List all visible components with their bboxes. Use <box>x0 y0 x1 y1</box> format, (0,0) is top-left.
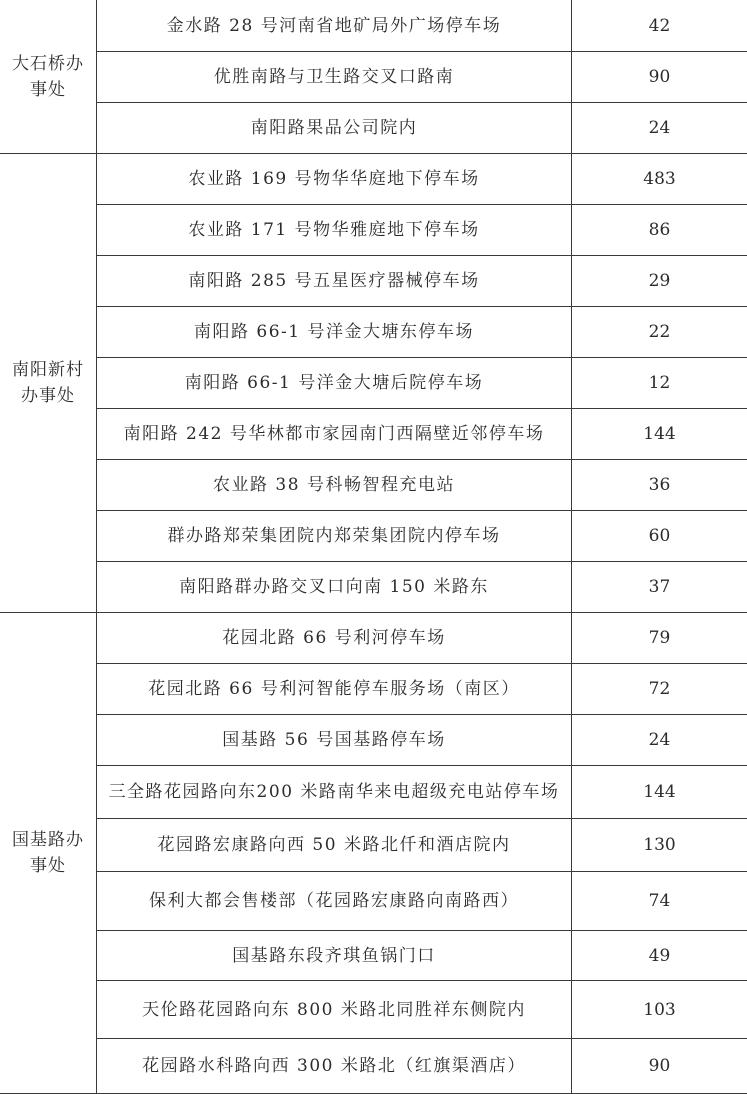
location-cell: 农业路 171 号物华雅庭地下停车场 <box>97 205 572 256</box>
location-cell: 南阳路 285 号五星医疗器械停车场 <box>97 256 572 307</box>
location-cell: 南阳路 242 号华林都市家园南门西隔壁近邻停车场 <box>97 409 572 460</box>
count-cell: 144 <box>572 409 747 460</box>
district-cell: 国基路办事处 <box>0 613 97 1094</box>
table-row <box>0 205 747 256</box>
count-cell: 12 <box>572 358 747 409</box>
location-cell: 南阳路 66-1 号洋金大塘后院停车场 <box>97 358 572 409</box>
table-row <box>0 409 747 460</box>
location-cell: 金水路 28 号河南省地矿局外广场停车场 <box>97 0 572 52</box>
table-row <box>0 981 747 1039</box>
count-cell: 130 <box>572 819 747 872</box>
location-cell: 群办路郑荣集团院内郑荣集团院内停车场 <box>97 511 572 562</box>
location-cell: 天伦路花园路向东 800 米路北同胜祥东侧院内 <box>97 981 572 1039</box>
location-cell: 花园北路 66 号利河停车场 <box>97 613 572 664</box>
count-cell: 36 <box>572 460 747 511</box>
table-row <box>0 358 747 409</box>
location-cell: 优胜南路与卫生路交叉口路南 <box>97 52 572 103</box>
table-row <box>0 1039 747 1094</box>
table-row <box>0 511 747 562</box>
location-cell: 南阳路群办路交叉口向南 150 米路东 <box>97 562 572 613</box>
location-cell: 农业路 169 号物华华庭地下停车场 <box>97 154 572 205</box>
location-cell: 保利大都会售楼部（花园路宏康路向南路西） <box>97 872 572 931</box>
table-row <box>0 52 747 103</box>
table-row <box>0 256 747 307</box>
count-cell: 72 <box>572 664 747 715</box>
count-cell: 49 <box>572 931 747 981</box>
count-cell: 24 <box>572 715 747 766</box>
table-row <box>0 562 747 613</box>
count-cell: 74 <box>572 872 747 931</box>
count-cell: 483 <box>572 154 747 205</box>
location-cell: 国基路 56 号国基路停车场 <box>97 715 572 766</box>
count-cell: 86 <box>572 205 747 256</box>
table-row <box>0 307 747 358</box>
location-cell: 花园路宏康路向西 50 米路北仟和酒店院内 <box>97 819 572 872</box>
count-cell: 90 <box>572 52 747 103</box>
table-row <box>0 0 747 52</box>
table-row <box>0 931 747 981</box>
table-row <box>0 460 747 511</box>
table-row <box>0 154 747 205</box>
count-cell: 79 <box>572 613 747 664</box>
count-cell: 42 <box>572 0 747 52</box>
count-cell: 103 <box>572 981 747 1039</box>
count-cell: 22 <box>572 307 747 358</box>
count-cell: 37 <box>572 562 747 613</box>
count-cell: 144 <box>572 766 747 819</box>
location-cell: 国基路东段齐琪鱼锅门口 <box>97 931 572 981</box>
count-cell: 60 <box>572 511 747 562</box>
table-row <box>0 766 747 819</box>
count-cell: 24 <box>572 103 747 154</box>
table-row <box>0 715 747 766</box>
table-row <box>0 872 747 931</box>
district-cell: 大石桥办事处 <box>0 0 97 154</box>
table-row <box>0 664 747 715</box>
table-row <box>0 819 747 872</box>
count-cell: 29 <box>572 256 747 307</box>
count-cell: 90 <box>572 1039 747 1094</box>
location-cell: 花园北路 66 号利河智能停车服务场（南区） <box>97 664 572 715</box>
district-cell: 南阳新村办事处 <box>0 154 97 613</box>
location-cell: 南阳路果品公司院内 <box>97 103 572 154</box>
location-cell: 三全路花园路向东200 米路南华来电超级充电站停车场 <box>97 766 572 819</box>
table-row <box>0 103 747 154</box>
location-cell: 农业路 38 号科畅智程充电站 <box>97 460 572 511</box>
location-cell: 花园路水科路向西 300 米路北（红旗渠酒店） <box>97 1039 572 1094</box>
table-row <box>0 613 747 664</box>
location-cell: 南阳路 66-1 号洋金大塘东停车场 <box>97 307 572 358</box>
